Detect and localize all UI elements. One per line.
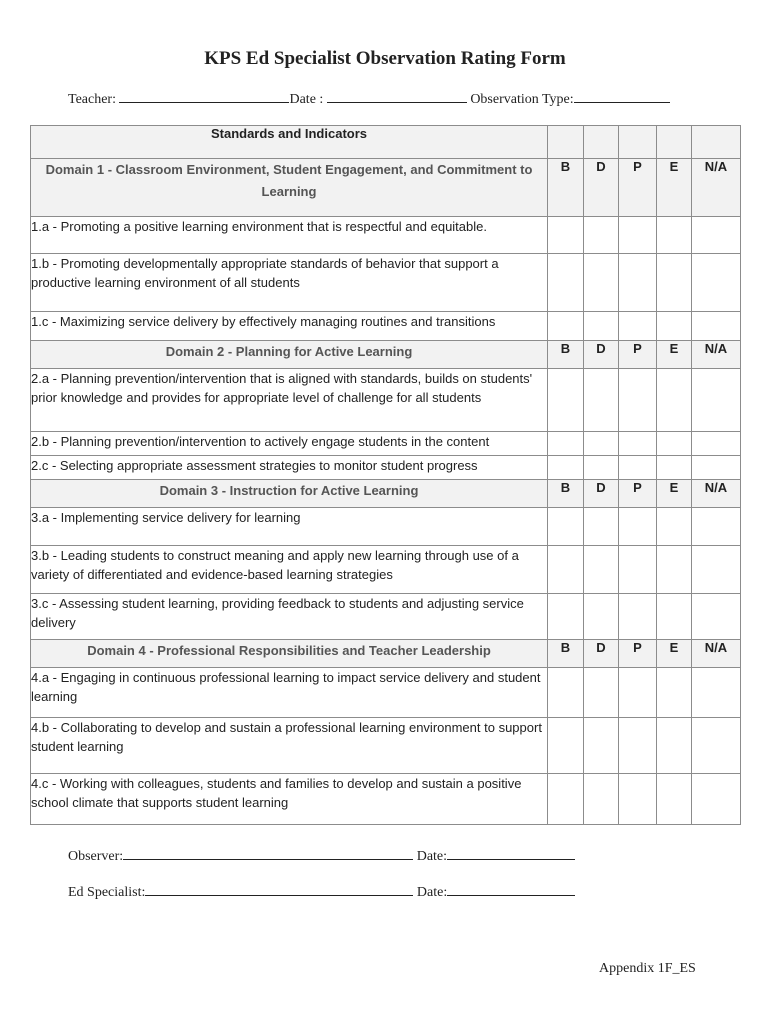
observer-date-label: Date:: [416, 849, 448, 864]
rating-cell[interactable]: [657, 312, 692, 341]
ed-specialist-field[interactable]: [145, 883, 413, 896]
rating-label: E: [657, 640, 692, 668]
table-row: [31, 369, 741, 432]
rating-cell[interactable]: [584, 508, 619, 546]
rating-cell[interactable]: [548, 508, 584, 546]
rating-label: N/A: [692, 341, 741, 369]
indicator-text: 1.c - Maximizing service delivery by effectively managing routines and transitions: [31, 312, 548, 341]
indicator-text: 3.a - Implementing service delivery for learning: [31, 508, 548, 546]
indicator-text: 2.b - Planning prevention/intervention to actively engage students in the content: [31, 432, 548, 456]
rating-cell[interactable]: [548, 594, 584, 640]
rating-cell[interactable]: [548, 774, 584, 825]
rating-cell[interactable]: [692, 217, 741, 254]
rating-cell[interactable]: [548, 668, 584, 718]
rating-cell[interactable]: [657, 217, 692, 254]
rating-cell[interactable]: [692, 546, 741, 594]
indicator-text: 2.a - Planning prevention/intervention that is aligned with standards, builds on students' prior knowledge and provides for appropriate level of challenge for all students: [31, 369, 548, 432]
domain-heading: Domain 3 - Instruction for Active Learning: [31, 480, 548, 508]
observation-type-label: Observation Type:: [470, 92, 574, 107]
table-row: [31, 254, 741, 312]
rating-cell[interactable]: [692, 718, 741, 774]
rating-cell[interactable]: [548, 312, 584, 341]
rating-cell[interactable]: [619, 718, 657, 774]
rating-cell[interactable]: [692, 668, 741, 718]
rating-label: E: [657, 159, 692, 217]
table-row: [31, 774, 741, 825]
rating-cell[interactable]: [619, 668, 657, 718]
rating-cell[interactable]: [692, 774, 741, 825]
ed-specialist-date-field[interactable]: [447, 883, 575, 896]
table-row: [31, 456, 741, 480]
rating-cell[interactable]: [692, 508, 741, 546]
indicator-text: 3.c - Assessing student learning, providing feedback to students and adjusting service delivery: [31, 594, 548, 640]
indicator-text: 4.c - Working with colleagues, students and families to develop and sustain a positive school climate that supports student learning: [31, 774, 548, 825]
rating-cell[interactable]: [657, 718, 692, 774]
rating-cell[interactable]: [584, 369, 619, 432]
table-row: [31, 718, 741, 774]
table-row: [31, 594, 741, 640]
rating-cell[interactable]: [657, 254, 692, 312]
rating-cell[interactable]: [657, 546, 692, 594]
indicator-text: 4.b - Collaborating to develop and sustain a professional learning environment to support student learning: [31, 718, 548, 774]
rating-label: N/A: [692, 159, 741, 217]
rating-cell[interactable]: [657, 594, 692, 640]
rating-label: D: [584, 341, 619, 369]
rating-cell[interactable]: [619, 369, 657, 432]
header-fields: [68, 90, 670, 108]
indicator-text: 4.a - Engaging in continuous professional learning to impact service delivery and student learning: [31, 668, 548, 718]
rating-cell[interactable]: [619, 546, 657, 594]
rating-label: P: [619, 640, 657, 668]
domain-heading: Domain 2 - Planning for Active Learning: [31, 341, 548, 369]
observer-signature-line: [68, 847, 575, 865]
rating-cell[interactable]: [548, 254, 584, 312]
date-field[interactable]: [327, 90, 467, 103]
rating-label: P: [619, 480, 657, 508]
rating-cell[interactable]: [584, 594, 619, 640]
rating-cell[interactable]: [619, 508, 657, 546]
rating-cell[interactable]: [692, 432, 741, 456]
standards-table: [30, 125, 741, 825]
rating-label: B: [548, 159, 584, 217]
rating-label: D: [584, 640, 619, 668]
rating-label: P: [619, 159, 657, 217]
rating-cell[interactable]: [692, 594, 741, 640]
rating-cell[interactable]: [692, 254, 741, 312]
rating-label: B: [548, 480, 584, 508]
indicator-text: 2.c - Selecting appropriate assessment strategies to monitor student progress: [31, 456, 548, 480]
rating-cell[interactable]: [584, 668, 619, 718]
rating-label: B: [548, 341, 584, 369]
rating-label: N/A: [692, 480, 741, 508]
rating-label: N/A: [692, 640, 741, 668]
domain-heading: Domain 4 - Professional Responsibilities and Teacher Leadership: [31, 640, 548, 668]
date-label: Date :: [289, 92, 324, 107]
ed-specialist-date-label: Date:: [416, 885, 448, 900]
teacher-field[interactable]: [119, 90, 289, 103]
rating-cell[interactable]: [692, 456, 741, 480]
observer-field[interactable]: [123, 847, 413, 860]
rating-cell[interactable]: [657, 456, 692, 480]
rating-label: B: [548, 640, 584, 668]
rating-cell[interactable]: [619, 456, 657, 480]
rating-cell[interactable]: [619, 254, 657, 312]
rating-cell[interactable]: [548, 456, 584, 480]
rating-cell[interactable]: [584, 432, 619, 456]
table-title: Standards and Indicators: [31, 126, 548, 159]
rating-cell[interactable]: [584, 254, 619, 312]
ed-specialist-signature-line: [68, 883, 575, 901]
table-row: [31, 312, 741, 341]
table-header-row: [31, 126, 741, 159]
form-title: KPS Ed Specialist Observation Rating Form: [204, 48, 566, 69]
rating-cell[interactable]: [548, 369, 584, 432]
teacher-label: Teacher:: [68, 92, 116, 107]
rating-cell[interactable]: [584, 718, 619, 774]
rating-cell[interactable]: [619, 774, 657, 825]
table-row: [31, 217, 741, 254]
domain-heading: Domain 1 - Classroom Environment, Student Engagement, and Commitment to Learning: [31, 159, 548, 217]
rating-cell[interactable]: [548, 217, 584, 254]
rating-cell[interactable]: [584, 774, 619, 825]
rating-label: E: [657, 480, 692, 508]
rating-cell[interactable]: [657, 432, 692, 456]
indicator-text: 1.b - Promoting developmentally appropriate standards of behavior that support a productive learning environment of all students: [31, 254, 548, 312]
table-row: [31, 432, 741, 456]
rating-cell[interactable]: [619, 217, 657, 254]
observer-date-field[interactable]: [447, 847, 575, 860]
appendix-label: Appendix 1F_ES: [599, 961, 696, 976]
ed-specialist-label: Ed Specialist:: [68, 885, 146, 900]
rating-cell[interactable]: [619, 312, 657, 341]
rating-cell[interactable]: [548, 718, 584, 774]
domain-header-row: [31, 480, 741, 508]
indicator-text: 3.b - Leading students to construct meaning and apply new learning through use of a variety of differentiated and evidence-based learning strategies: [31, 546, 548, 594]
domain-header-row: [31, 640, 741, 668]
rating-label: D: [584, 159, 619, 217]
rating-cell[interactable]: [657, 508, 692, 546]
rating-cell[interactable]: [548, 432, 584, 456]
table-row: [31, 668, 741, 718]
domain-header-row: [31, 341, 741, 369]
rating-label: E: [657, 341, 692, 369]
rating-cell[interactable]: [548, 546, 584, 594]
rating-cell[interactable]: [619, 594, 657, 640]
domain-header-row: [31, 159, 741, 217]
rating-cell[interactable]: [657, 774, 692, 825]
table-row: [31, 508, 741, 546]
rating-cell[interactable]: [584, 546, 619, 594]
rating-cell[interactable]: [619, 432, 657, 456]
rating-cell[interactable]: [657, 668, 692, 718]
rating-cell[interactable]: [584, 456, 619, 480]
rating-cell[interactable]: [692, 369, 741, 432]
rating-cell[interactable]: [584, 312, 619, 341]
observation-type-field[interactable]: [574, 90, 670, 103]
rating-cell[interactable]: [584, 217, 619, 254]
rating-label: P: [619, 341, 657, 369]
rating-cell[interactable]: [657, 369, 692, 432]
indicator-text: 1.a - Promoting a positive learning environment that is respectful and equitable.: [31, 217, 548, 254]
table-row: [31, 546, 741, 594]
rating-label: D: [584, 480, 619, 508]
rating-cell[interactable]: [692, 312, 741, 341]
observer-label: Observer:: [68, 849, 124, 864]
